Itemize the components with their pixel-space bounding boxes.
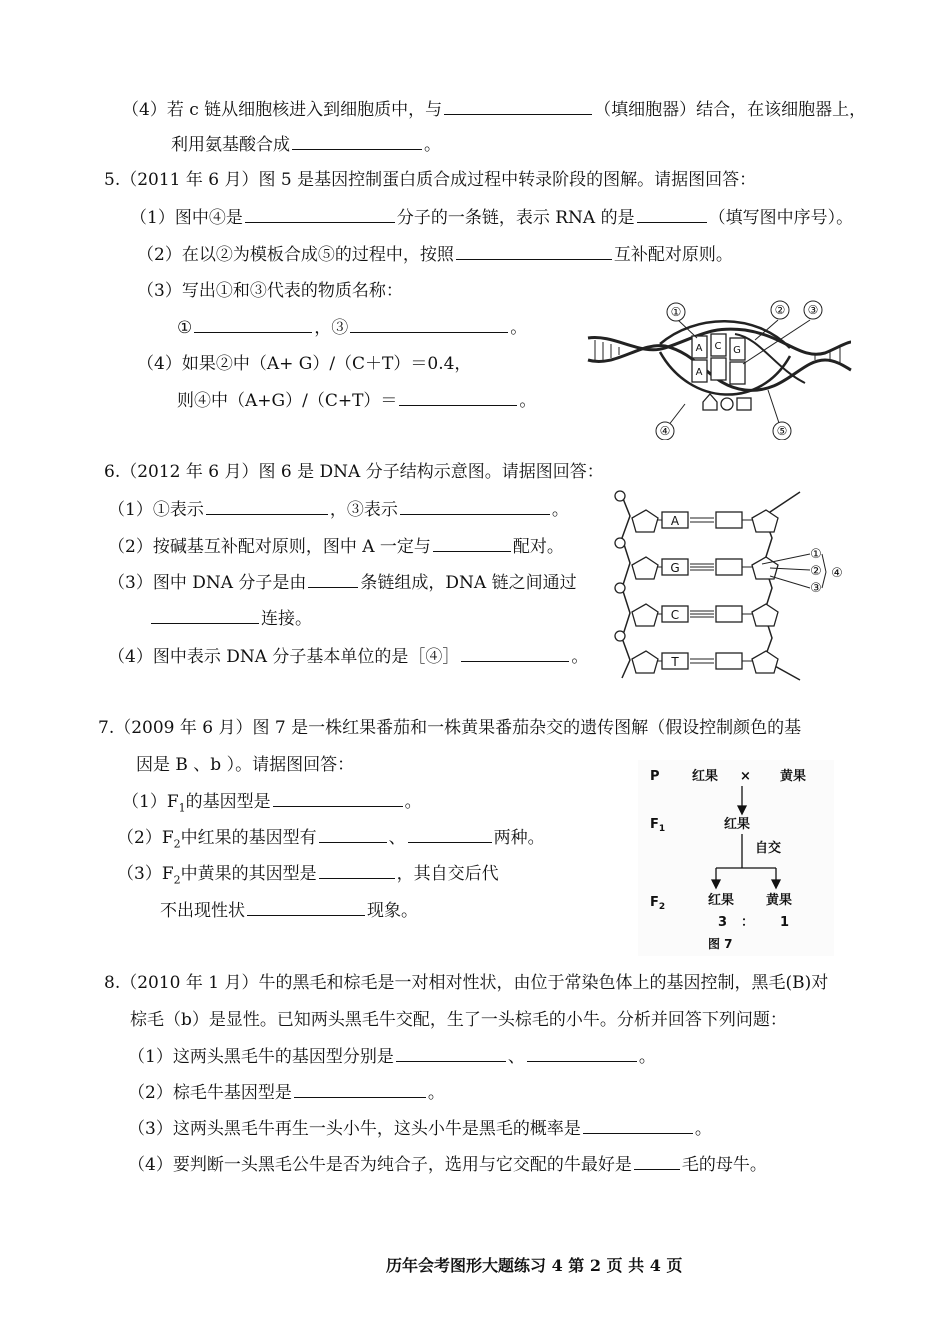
answer-blank[interactable] <box>634 1153 680 1170</box>
answer-blank[interactable] <box>319 862 395 879</box>
answer-blank[interactable] <box>527 1045 637 1062</box>
f2-red: 红果 <box>708 893 735 908</box>
callout-3: ③ <box>810 581 822 596</box>
q5-item3-answers: ① ，③ 。 <box>177 318 528 338</box>
q5-item4-line2: 则④中（A+G）/（C+T）＝ 。 <box>177 391 537 411</box>
answer-blank[interactable] <box>396 1045 506 1062</box>
q6-item3-line2: 连接。 <box>149 607 312 630</box>
base-label: T <box>671 655 679 669</box>
transcription-diagram <box>585 298 853 440</box>
f1-red: 红果 <box>724 817 751 832</box>
q7-item1: $(1)F_1$的基因型是 。 <box>122 792 422 815</box>
answer-blank[interactable] <box>247 899 365 916</box>
ratio-yellow: 1 <box>780 915 790 930</box>
q8-item3: （3）这两头黑毛牛再生一头小牛，这头小牛是黑毛的概率是 。 <box>128 1119 712 1139</box>
q8-item2: （2）棕毛牛基因型是 。 <box>128 1083 445 1103</box>
callout-4: ④ <box>831 566 843 581</box>
q5-item2: （2）在以②为模板合成⑤的过程中，按照 互补配对原则。 <box>137 245 733 265</box>
q6-item4: （4）图中表示 DNA 分子基本单位的是［④］ 。 <box>108 647 589 667</box>
figure-caption: 图 7 <box>708 937 733 951</box>
callout-5: ⑤ <box>776 424 788 438</box>
answer-blank[interactable] <box>350 316 508 333</box>
q5-item4-line1: （4）如果②中（A+ G）/（C＋T）＝0.4， <box>137 354 472 374</box>
answer-blank[interactable] <box>319 826 387 843</box>
dna-structure-diagram <box>612 488 850 684</box>
generation-p: P <box>650 769 660 784</box>
callout-3: ③ <box>807 303 819 317</box>
q8-item1: （1）这两头黑毛牛的基因型分别是 、 。 <box>128 1047 656 1067</box>
answer-blank[interactable] <box>245 206 395 223</box>
generation-f1: $F_1$ <box>650 817 666 834</box>
genetic-cross-diagram <box>638 760 834 956</box>
base-label: A <box>695 343 703 354</box>
q7-stem-line2: 因是 B 、b ）。请据图回答： <box>136 755 355 775</box>
base-label: A <box>670 514 680 528</box>
q8-stem-line1: 8.（2010 年 1 月）牛的黑毛和棕毛是一对相对性状，由位于常染色体上的基因控制，黑毛(B)对 <box>104 973 829 993</box>
q7-item3-line2: 不出现性状 现象。 <box>160 901 418 921</box>
answer-blank[interactable] <box>444 98 592 115</box>
base-label: C <box>670 608 680 622</box>
q6-item2: （2）按碱基互补配对原则，图中 A 一定与 配对。 <box>108 537 564 557</box>
genetic-cross-svg <box>638 760 834 956</box>
ratio-colon: ： <box>741 915 755 930</box>
answer-blank[interactable] <box>399 389 517 406</box>
q6-item3-line1: （3）图中 DNA 分子是由 条链组成，DNA 链之间通过 <box>108 573 577 593</box>
answer-blank[interactable] <box>456 243 612 260</box>
q7-item3-line1: $(3)F_2$中黄果的其因型是 ，其自交后代 <box>117 864 499 887</box>
callout-4: ④ <box>659 424 671 438</box>
q5-stem: 5.（2011 年 6 月）图 5 是基因控制蛋白质合成过程中转录阶段的图解。请据图回答： <box>104 170 757 190</box>
answer-blank[interactable] <box>292 133 422 150</box>
q7-stem-line1: 7.（2009 年 6 月）图 7 是一株红果番茄和一株黄果番茄杂交的遗传图解（假设控制颜色的基 <box>98 718 802 738</box>
base-label: G <box>670 561 680 575</box>
parent-yellow: 黄果 <box>780 769 807 784</box>
base-label: C <box>714 341 722 352</box>
answer-blank[interactable] <box>151 607 259 624</box>
q7-item2: $(2)F_2$中红果的基因型有 、 两种。 <box>117 828 545 851</box>
callout-2: ② <box>774 303 786 317</box>
answer-blank[interactable] <box>408 826 492 843</box>
base-label: A <box>695 367 703 378</box>
q4-item4-line2: 利用氨基酸合成 。 <box>171 135 441 155</box>
answer-blank[interactable] <box>583 1117 693 1134</box>
f2-yellow: 黄果 <box>766 893 793 908</box>
q6-item1: （1）①表示 ，③表示 。 <box>108 500 569 520</box>
answer-blank[interactable] <box>273 790 403 807</box>
q5-item3: （3）写出①和③代表的物质名称： <box>137 281 403 301</box>
callout-2: ② <box>810 564 822 579</box>
answer-blank[interactable] <box>433 535 511 552</box>
q8-item4: （4）要判断一头黑毛公牛是否为纯合子，选用与它交配的牛最好是 毛的母牛。 <box>128 1155 767 1175</box>
answer-blank[interactable] <box>461 645 569 662</box>
cross-sign: × <box>740 769 751 784</box>
answer-blank[interactable] <box>194 316 312 333</box>
ratio-red: 3 <box>718 915 728 930</box>
parent-red: 红果 <box>692 769 719 784</box>
generation-f2: $F_2$ <box>650 895 666 912</box>
callout-1: ① <box>810 547 822 562</box>
q6-stem: 6.（2012 年 6 月）图 6 是 DNA 分子结构示意图。请据图回答： <box>104 462 604 482</box>
q5-item1: （1）图中④是 分子的一条链，表示 RNA 的是 （填写图中序号）。 <box>130 208 854 228</box>
q8-stem-line2: 棕毛（b）是显性。已知两头黑毛牛交配，生了一头棕毛的小牛。分析并回答下列问题： <box>130 1010 787 1030</box>
self-cross-label: 自交 <box>755 841 782 856</box>
answer-blank[interactable] <box>206 498 328 515</box>
answer-blank[interactable] <box>294 1081 426 1098</box>
page-footer: 历年会考图形大题练习 4 第 2 页 共 4 页 <box>386 1256 683 1275</box>
answer-blank[interactable] <box>308 571 358 588</box>
answer-blank[interactable] <box>637 206 707 223</box>
answer-blank[interactable] <box>400 498 550 515</box>
base-label: G <box>733 345 741 356</box>
callout-1: ① <box>670 305 682 319</box>
q4-item4-line1: （4）若 c 链从细胞核进入到细胞质中，与 （填细胞器）结合，在该细胞器上， <box>122 100 867 120</box>
